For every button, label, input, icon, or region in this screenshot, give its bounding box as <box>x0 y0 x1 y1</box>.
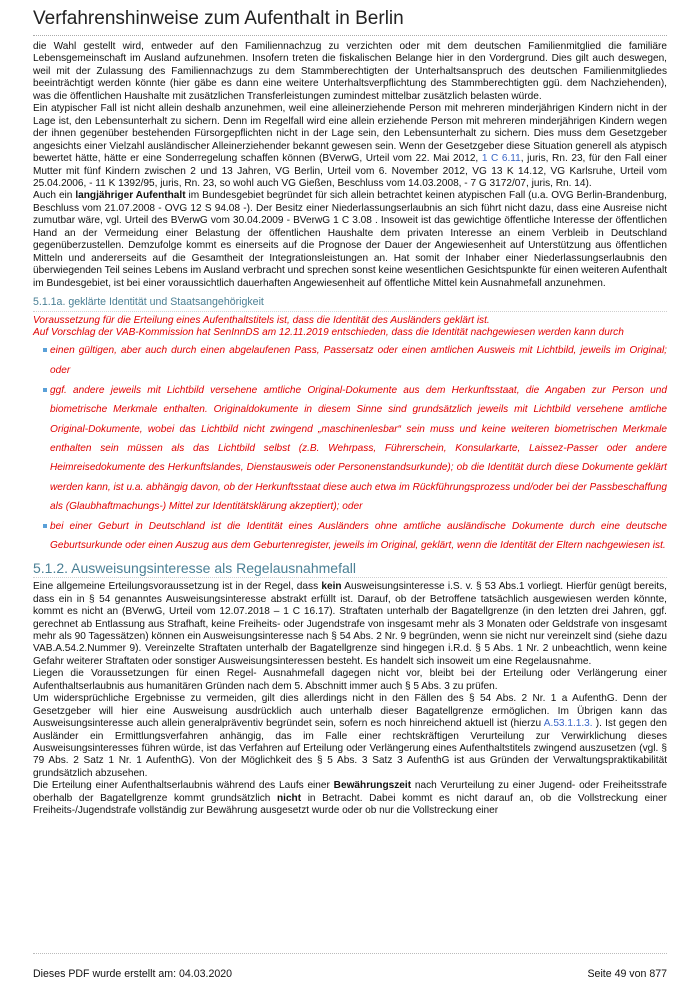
list-item <box>43 517 667 556</box>
bullet-icon <box>43 524 47 528</box>
text-span: Ausweisungsinteresse i.S. v. § 53 Abs.1 vorliegt. Hierfür genügt bereits, dass ein in § 54 genanntes Ausweisungsinteresse abstrakt erfüllt ist. Darauf, ob der Betroffene tatsächlich ausgewiesen werden könnte, kommt es nicht an (BVerwG, Urteil vom 12.07.2018 – 1 C 16.17). Straftaten unterhalb der Bagatellgrenze (in den letzten drei Jahren, ggf. gerechnet ab Entlassung aus Strafhaft, keine Freiheits- oder Jugendstrafe von insgesamt mehr als 3 Monaten oder Geldstrafe von insgesamt mehr als 90 Tagessätzen) können ein Ausweisungsinteresse nach § 54 Abs. 2 Nr. 9 begründen, wenn sie nicht nur vereinzelt sind (siehe dazu VAB.A.54.2.Nummer 9). Vereinzelte Straftaten unterhalb der Bagatellgrenze sind hingegen i.R.d. § 5 Abs. 1 Nr. 2 unbeachtlich, wenn keine Gefahr weiterer Straftaten oder sonstiger Ausweisungsinteressen besteht. Es handelt sich insoweit um eine Regelausnahme. <box>33 581 667 667</box>
bold-term: langjähriger Aufenthalt <box>75 190 186 202</box>
text-span: nach Verurteilung zu einer Jugend- oder Freiheitsstrafe oberhalb der Bagatellgrenze kommt grundsätzlich <box>33 780 667 804</box>
reference-link-1c611[interactable]: 1 C 6.11 <box>481 153 521 165</box>
list-item-text: einen gültigen, aber auch durch einen abgelaufenen Pass, Passersatz oder einen amtlichen Ausweis mit Lichtbild, jeweils im Original; oder <box>50 345 667 376</box>
footer-created-date: Dieses PDF wurde erstellt am: 04.03.2020 <box>33 968 233 980</box>
paragraph-contradictory-results <box>33 693 667 780</box>
list-item <box>43 341 667 380</box>
identity-intro-line-1: Voraussetzung für die Erteilung eines Aufenthaltstitels ist, dass die Identität des Ausländers geklärt ist. <box>33 314 490 326</box>
section-heading-5-1-1a: 5.1.1a. geklärte Identität und Staatsangehörigkeit <box>33 296 667 311</box>
bold-term: kein <box>321 581 342 593</box>
list-item <box>43 381 667 516</box>
text-span: , juris, Rn. 23, für den Fall einer Mutter mit fünf Kindern zwischen 2 und 13 Jahren, VG Berlin, Urteil vom 6. November 2012, VG 13 K 14.12, VG Karlsruhe, Urteil vom 25.04.2006, - 11 K 1392/95, juris, Rn. 23, so wohl auch VG Gießen, Beschluss vom 14.03.2008, - 7 G 3172/07, juris, Rn. 14). <box>33 153 667 189</box>
title-divider <box>33 35 667 36</box>
reference-link-a53113[interactable]: A.53.1.1.3. <box>543 718 593 730</box>
text-span: Eine allgemeine Erteilungsvoraussetzung ist in der Regel, dass <box>33 581 322 593</box>
text-span: Ein atypischer Fall ist nicht allein deshalb anzunehmen, weil eine alleinerziehende Person mit mehreren minderjährigen Kindern nicht in der Lage ist, den Lebensunterhalt zu sichern. Denn im Regelfall wird eine allein erziehende Person mit mehreren minderjährigen Kindern wegen der ihnen gegenüber bestehenden Fürsorgepflichten nicht in der Lage sein, den Lebensunterhalt zu sichern. Dies muss dem Gesetzgeber angesichts einer Vielzahl ausländischer Alleinerziehender bekannt gewesen sein. Wenn der Gesetzgeber diese Situation generell als atypisch bewertet hätte, hätte er eine Sonderregelung schaffen können (BVerwG, Urteil vom 22. Mai 2012, <box>33 103 667 165</box>
document-body <box>33 41 667 818</box>
bullet-icon <box>43 388 47 392</box>
text-span: ). Ist gegen den Ausländer ein Ermittlungsverfahren anhängig, das im Falle einer rechtskräftigen Verurteilung zur Verwirklichung dieses Ausweisungsinteresses führen würde, ist das Verfahren auf Erteilung oder Verlängerung eines Aufenthaltstitels zwingend auszusetzen (vgl. § 79 Abs. 2 Satz 1 Nr. 1 AufenthG). Von der Möglichkeit des § 5 Abs. 3 Satz 3 AufenthG ist aus Gründen der Verwaltungspraktikabilität grundsätzlich abzusehen. <box>33 718 667 779</box>
list-item-text: ggf. andere jeweils mit Lichtbild versehene amtliche Original-Dokumente aus dem Herkunftsstaat, die Angaben zur Person und biometrische Merkmale enthalten. Originaldokumente in diesem Sinne sind grundsätzlich jeweils mit Lichtbild versehene amtliche Original-Dokumente, wobei das Lichtbild nicht zwingend „maschinenlesbar“ sein muss und keine weiteren biometrischen Merkmale enthalten sein müssen als das Lichtbild selbst (z.B. Wehrpass, Führerschein, Konsularkarte, Laissez-Passer oder andere Heimreisedokumente des Herkunftslandes, Dienstausweis oder Personenstandsurkunde); ob die Identität durch diese Dokumente geklärt werden kann, ist u.a. abhängig davon, ob der Herkunftsstaat diese auch etwa im Rückführungsprozess und/oder bei der Passbeschaffung als (Glaubhaftmachungs-) Mittel zur Identitätsklärung akzeptiert); oder <box>50 385 667 512</box>
text-span: Auch ein <box>33 190 76 202</box>
paragraph-probation <box>33 780 667 817</box>
paragraph-atypical-case <box>33 103 667 190</box>
paragraph-long-stay <box>33 190 667 290</box>
paragraph-family-reunion: die Wahl gestellt wird, entweder auf den Familiennachzug zu verzichten oder mit dem deutschen Familienmitglied die familiäre Lebensgemeinschaft im Ausland aufzunehmen. Insofern treten die fiskalischen Belange hier in den Vordergrund. Dies gilt auch deswegen, weil mit der Zulassung des Familiennachzugs zu dem Stammberechtigten der Unterhaltsanspruch des deutschen Familienmitgliedes beeinträchtigt werden könnte (hier gäbe es dann eine weitere Unterhaltsverpflichtung des Stammberechtigten ggü. dem Nachziehenden), was die öffentlichen Haushalte mit zusätzlichen Transferleistungen zumindest mittelbar zusätzlich belasten würde. <box>33 41 667 102</box>
bullet-icon <box>43 348 47 352</box>
list-item-text: bei einer Geburt in Deutschland ist die Identität eines Ausländers ohne amtliche ausländische Dokumente durch eine deutsche Geburtsurkunde oder einen Auszug aus dem Geburtenregister, jeweils im Original, geklärt, wenn die Identität der Eltern nachgewiesen ist. <box>50 521 667 552</box>
section-heading-5-1-2: 5.1.2. Ausweisungsinteresse als Regelausnahmefall <box>33 562 667 578</box>
text-span: in Betracht. Dabei kommt es nicht darauf an, ob die Vollstreckung einer Freiheits-/Jugendstrafe vollständig zur Bewährung ausgesetzt wurde oder ob nur die Vollstreckung einer <box>33 792 667 817</box>
identity-requirements-list <box>33 341 667 555</box>
text-span: im Bundesgebiet begründet für sich allein betrachtet keinen atypischen Fall (u.a. OVG Berlin-Brandenburg, Beschluss vom 21.07.2008 - OVG 12 S 94.08 -). Der Besitz einer Niederlassungserlaubnis an sich führt nicht dazu, dass eine Ausreise nicht zumutbar wäre, vgl. Urteil des BVerwG vom 30.04.2009 - BVerwG 1 C 3.08 . Insoweit ist das gewichtige öffentliche Interesse der öffentlichen Hand an der Vermeidung einer Belastung der öffentlichen Haushalte dem privaten Interesse an einem Verbleib in Deutschland gegenüberzustellen. Demzufolge kommt es einerseits auf die Prognose der Dauer der Angewiesenheit auf Unterstützung aus öffentlichen Mitteln und andererseits auf die Gesamtheit der Integrationsleistungen an. Hat somit der Inhaber einer Niederlassungserlaubnis den überwiegenden Teil seines Lebens im Ausland verbracht und sprechen sonst keine wesentlichen Gesichtspunkte für einen weiteren Aufenthalt im Bundesgebiet, ist bei einer voraussichtlich dauerhaften Angewiesenheit auf öffentliche Mittel kein Ausnahmefall anzunehmen. <box>33 190 667 289</box>
page-title: Verfahrenshinweise zum Aufenthalt in Berlin <box>33 8 404 29</box>
paragraph-humanitarian: Liegen die Voraussetzungen für einen Regel- Ausnahmefall dagegen nicht vor, bleibt bei der Erteilung oder Verlängerung einer Aufenthaltserlaubnis aus humanitären Gründen nach dem 5. Abschnitt immer auch § 5 Abs. 3 zu prüfen. <box>33 668 667 692</box>
paragraph-expulsion-interest <box>33 581 667 668</box>
bold-term: nicht <box>276 792 302 804</box>
text-span: Die Erteilung einer Aufenthaltserlaubnis während des Laufs einer <box>33 780 334 792</box>
bold-term: Bewährungszeit <box>333 780 412 792</box>
identity-intro-line-2: Auf Vorschlag der VAB-Kommission hat SenInnDS am 12.11.2019 entschieden, dass die Identität nachgewiesen werden kann durch <box>33 326 624 338</box>
footer-divider <box>33 953 667 954</box>
text-span: Um widersprüchliche Ergebnisse zu vermeiden, gilt dies allerdings nicht in den Fällen des § 54 Abs. 2 Nr. 1 a AufenthG. Denn der Gesetzgeber will hier eine Ausweisung ausdrücklich auch unterhalb dieser Bagatellgrenze ermöglichen. Im Übrigen kann das Ausweisungsinteresse auch allein generalpräventiv begründet sein, sofern es noch hinreichend aktuell ist (hierzu <box>33 693 667 730</box>
footer-page-number: Seite 49 von 877 <box>587 968 667 980</box>
